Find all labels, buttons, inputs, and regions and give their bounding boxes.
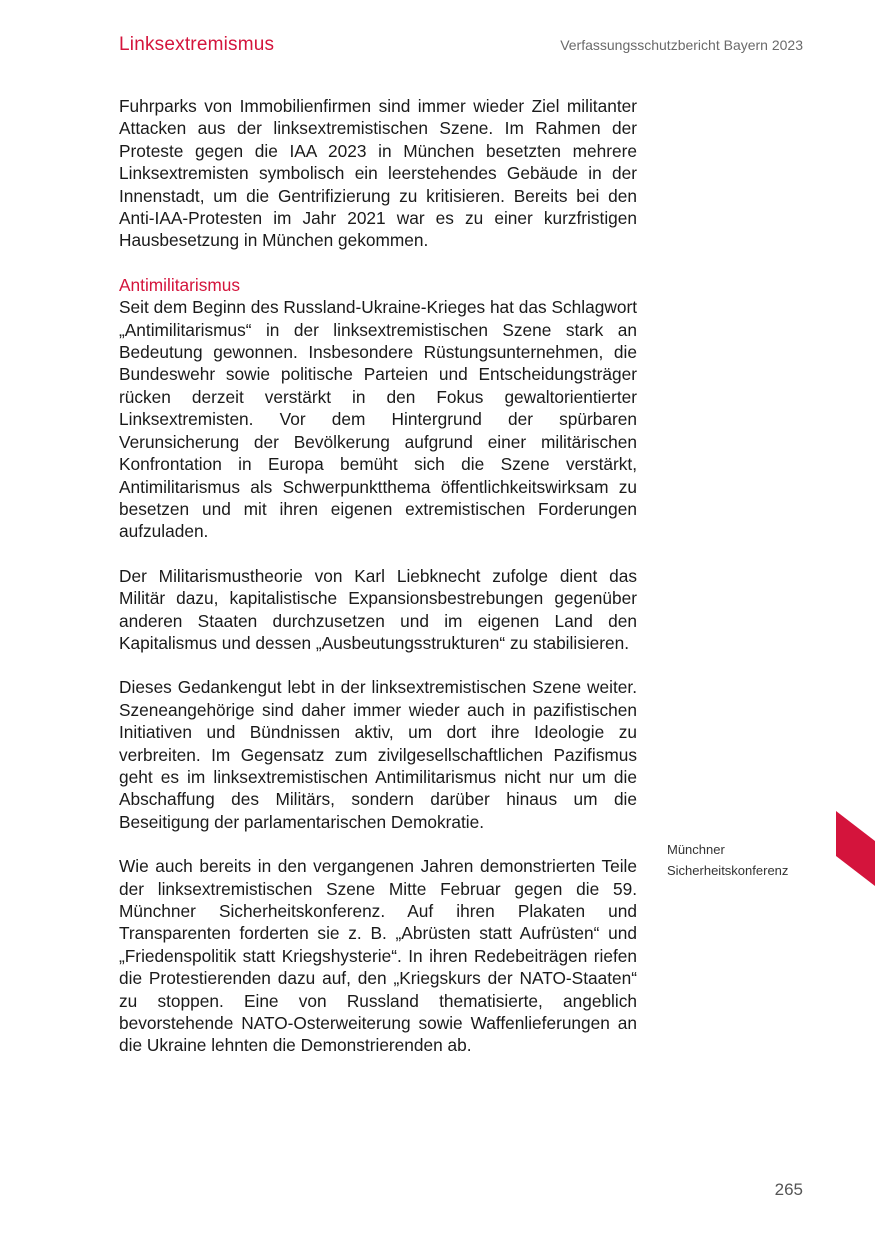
section-heading-antimilitarismus: Antimilitarismus <box>119 274 240 295</box>
margin-note-line-1: Münchner <box>667 842 725 857</box>
margin-note-line-2: Sicherheitskonferenz <box>667 863 789 878</box>
running-header-section: Linksextremismus <box>119 34 275 55</box>
paragraph-antimilitarismus-3: Dieses Gedankengut lebt in der linksextremistischen Szene weiter. Szeneangehörige sind daher immer wieder auch in pazifistischen Initiativen und Bündnissen aktiv, um dort ihre Ideologie zu verbreiten. Im Gegensatz zum zivilgesellschaftlichen Pazifismus geht es im linksextremistischen Antimilitarismus nicht nur um die Abschaffung des Militärs, sondern darüber hinaus um die Beseitigung der parlamentarischen Demokratie. <box>119 677 637 832</box>
intro-paragraph: Fuhrparks von Immobilienfirmen sind immer wieder Ziel militanter Attacken aus der linksextremistischen Szene. Im Rahmen der Proteste gegen die IAA 2023 in München besetzten mehrere Linksextremisten symbolisch ein leerstehendes Gebäude in der Innenstadt, um die Gentrifizierung zu kritisieren. Bereits bei den Anti-IAA-Protesten im Jahr 2021 war es zu einer kurzfristigen Hausbesetzung in München gekommen. <box>119 96 637 251</box>
page-number: 265 <box>774 1180 803 1199</box>
chapter-thumb-tab <box>836 811 875 886</box>
main-text-column <box>119 95 637 1057</box>
margin-note <box>667 839 827 881</box>
chapter-thumb-tab-shape <box>836 811 875 886</box>
paragraph-antimilitarismus-1: Seit dem Beginn des Russland-Ukraine-Krieges hat das Schlagwort „Antimilitarismus“ in der linksextremistischen Szene stark an Bedeutung gewonnen. Insbesondere Rüstungsunternehmen, die Bundeswehr sowie politische Parteien und Entscheidungsträger rücken derzeit verstärkt in den Fokus gewaltorientierter Linksextremisten. Vor dem Hintergrund der spürbaren Verunsicherung der Bevölkerung aufgrund einer militärischen Konfrontation in Europa bemüht sich die Szene verstärkt, Antimilitarismus als Schwerpunktthema öffentlichkeitswirksam zu besetzen und mit ihren eigenen extremistischen Forderungen aufzuladen. <box>119 297 637 542</box>
running-header-publication: Verfassungsschutzbericht Bayern 2023 <box>560 37 803 53</box>
paragraph-sicherheitskonferenz: Wie auch bereits in den vergangenen Jahren demonstrierten Teile der linksextremistischen Szene Mitte Februar gegen die 59. Münchner Sicherheitskonferenz. Auf ihren Plakaten und Transparenten forderten sie z. B. „Abrüsten statt Aufrüsten“ und „Friedenspolitik statt Kriegshysterie“. In ihren Redebeiträgen riefen die Protestierenden dazu auf, den „Kriegskurs der NATO-Staaten“ zu stoppen. Eine von Russland thematisierte, angeblich bevorstehende NATO-Osterweiterung sowie Waffenlieferungen an die Ukraine lehnten die Demonstrierenden ab. <box>119 856 637 1056</box>
paragraph-antimilitarismus-2: Der Militarismustheorie von Karl Liebknecht zufolge dient das Militär dazu, kapitalistische Expansionsbestrebungen gegenüber anderen Staaten durchzusetzen und im eigenen Land den Kapitalismus und dessen „Ausbeutungsstrukturen“ zu stabilisieren. <box>119 565 637 653</box>
